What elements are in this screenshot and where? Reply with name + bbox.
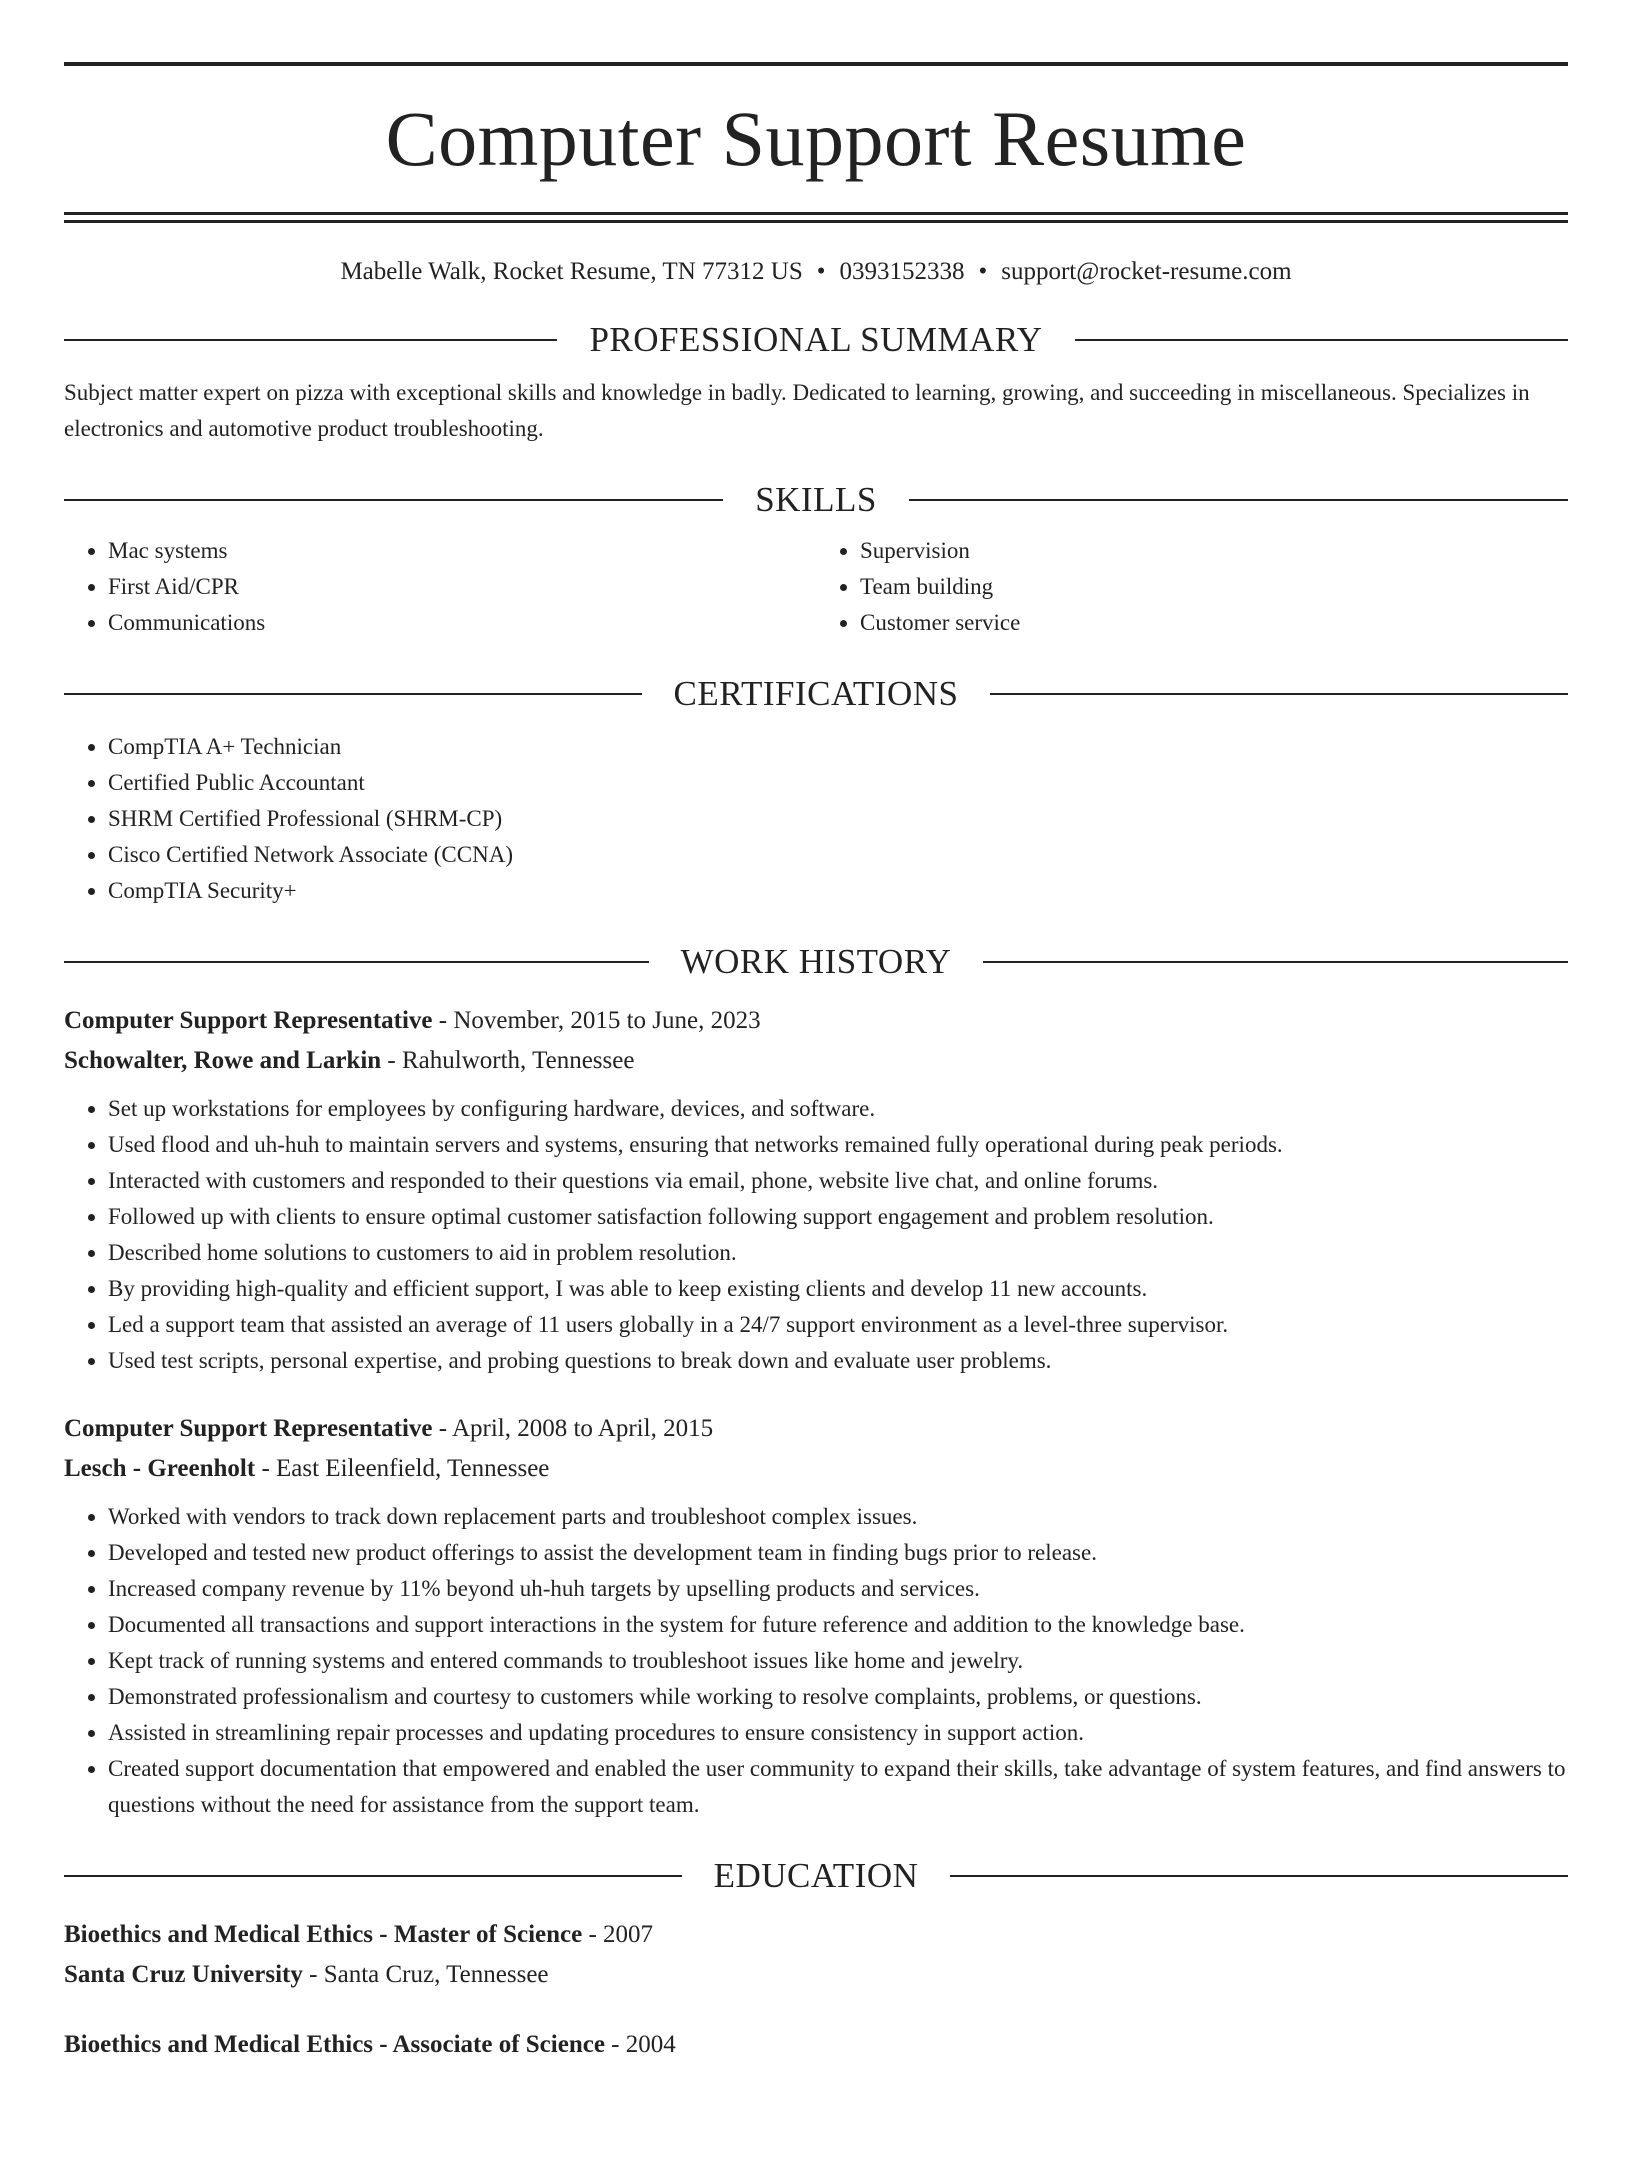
education-heading: EDUCATION — [713, 1856, 919, 1895]
job-bullet: • Set up workstations for employees by configuring hardware, devices, and software. — [108, 1091, 1568, 1127]
skills-columns — [64, 533, 1568, 641]
heading-rule-left — [64, 339, 557, 341]
skills-heading-row — [64, 479, 1568, 521]
certification-item: • SHRM Certified Professional (SHRM-CP) — [108, 801, 1568, 837]
job-title-line — [64, 1409, 1568, 1449]
job-bullet: • Interacted with customers and responded to their questions via email, phone, website live chat, and online forums. — [108, 1163, 1568, 1199]
job-bullet: • Documented all transactions and support interactions in the system for future reference and addition to the knowledge base. — [108, 1607, 1568, 1643]
heading-rule-right — [950, 1875, 1568, 1877]
certification-item: • Cisco Certified Network Associate (CCNA) — [108, 837, 1568, 873]
heading-rule-right — [1075, 339, 1568, 341]
job-bullet: • Increased company revenue by 11% beyond uh-huh targets by upselling products and services. — [108, 1571, 1568, 1607]
skill-item: • Customer service — [860, 605, 1568, 641]
job-dates: - November, 2015 to June, 2023 — [432, 1007, 761, 1034]
job-bullet: • Used test scripts, personal expertise, and probing questions to break down and evaluate user problems. — [108, 1343, 1568, 1379]
heading-rule-right — [909, 499, 1568, 501]
education-location: - Santa Cruz, Tennessee — [302, 1961, 549, 1988]
summary-heading-row — [64, 319, 1568, 361]
job-title-line — [64, 1001, 1568, 1041]
heading-rule-left — [64, 499, 723, 501]
job-bullet: • Demonstrated professionalism and courtesy to customers while working to resolve complaints, problems, or questions. — [108, 1679, 1568, 1715]
education-degree-line — [64, 1915, 1568, 1955]
education-school-line — [64, 1955, 1568, 1995]
contact-separator: • — [978, 258, 988, 285]
heading-rule-left — [64, 961, 649, 963]
skill-item: • First Aid/CPR — [108, 569, 816, 605]
certifications-heading-row — [64, 673, 1568, 715]
job-bullet: • By providing high-quality and efficient support, I was able to keep existing clients and develop 11 new accounts. — [108, 1271, 1568, 1307]
skills-list-left — [64, 533, 816, 641]
education-degree: Bioethics and Medical Ethics - Associate of Science — [64, 2031, 605, 2058]
job-entry — [64, 1001, 1568, 1379]
skill-item: • Mac systems — [108, 533, 816, 569]
resume-title: Computer Support Resume — [385, 95, 1247, 182]
education-degree-line — [64, 2025, 1568, 2065]
heading-rule-right — [983, 961, 1568, 963]
summary-heading: PROFESSIONAL SUMMARY — [589, 320, 1043, 359]
job-title: Computer Support Representative — [64, 1007, 433, 1034]
certification-item: • CompTIA A+ Technician — [108, 729, 1568, 765]
education-degree: Bioethics and Medical Ethics - Master of Science — [64, 1921, 583, 1948]
skill-item: • Team building — [860, 569, 1568, 605]
contact-address: Mabelle Walk, Rocket Resume, TN 77312 US — [340, 258, 803, 285]
job-title: Computer Support Representative — [64, 1415, 433, 1442]
job-bullet: • Assisted in streamlining repair processes and updating procedures to ensure consistency in support action. — [108, 1715, 1568, 1751]
job-location: - Rahulworth, Tennessee — [381, 1047, 635, 1074]
skill-item: • Communications — [108, 605, 816, 641]
contact-separator: • — [816, 258, 826, 285]
job-bullet: • Followed up with clients to ensure optimal customer satisfaction following support engagement and problem resolution. — [108, 1199, 1568, 1235]
education-year: - 2007 — [582, 1921, 654, 1948]
job-location: - East Eileenfield, Tennessee — [255, 1455, 550, 1482]
summary-text: Subject matter expert on pizza with exceptional skills and knowledge in badly. Dedicated to learning, growing, and succeeding in miscellaneous. Specializes in electronics and automotive product troubleshooting. — [64, 380, 1530, 441]
education-year: - 2004 — [604, 2031, 676, 2058]
job-bullet: • Used flood and uh-huh to maintain servers and systems, ensuring that networks remained fully operational during peak periods. — [108, 1127, 1568, 1163]
contact-line — [64, 257, 1568, 287]
job-bullet: • Created support documentation that empowered and enabled the user community to expand their skills, take advantage of system features, and find answers to questions without the need for assistance from the support team. — [108, 1751, 1568, 1823]
job-bullet: • Developed and tested new product offerings to assist the development team in finding bugs prior to release. — [108, 1535, 1568, 1571]
skills-list-right — [816, 533, 1568, 641]
certifications-heading: CERTIFICATIONS — [673, 674, 959, 713]
work-heading: WORK HISTORY — [680, 942, 952, 981]
job-company: Lesch - Greenholt — [64, 1455, 256, 1482]
job-bullet: • Worked with vendors to track down replacement parts and troubleshoot complex issues. — [108, 1499, 1568, 1535]
heading-rule-right — [990, 693, 1568, 695]
work-heading-row — [64, 941, 1568, 983]
job-bullet: • Kept track of running systems and entered commands to troubleshoot issues like home and jewelry. — [108, 1643, 1568, 1679]
job-dates: - April, 2008 to April, 2015 — [432, 1415, 714, 1442]
job-company-line — [64, 1449, 1568, 1489]
certifications-list — [64, 729, 1568, 909]
contact-email: support@rocket-resume.com — [1001, 258, 1292, 285]
contact-phone: 0393152338 — [839, 258, 965, 285]
skill-item: • Supervision — [860, 533, 1568, 569]
heading-rule-left — [64, 1875, 682, 1877]
job-entry — [64, 1409, 1568, 1823]
education-heading-row — [64, 1855, 1568, 1897]
education-school: Santa Cruz University — [64, 1961, 303, 1988]
job-company-line — [64, 1041, 1568, 1081]
job-bullet: • Described home solutions to customers to aid in problem resolution. — [108, 1235, 1568, 1271]
education-entry — [64, 1915, 1568, 1995]
skills-heading: SKILLS — [755, 480, 877, 519]
job-bullets — [64, 1091, 1568, 1379]
education-entry — [64, 2025, 1568, 2065]
job-company: Schowalter, Rowe and Larkin — [64, 1047, 382, 1074]
resume-page — [0, 62, 1632, 2174]
job-bullets — [64, 1499, 1568, 1823]
heading-rule-left — [64, 693, 642, 695]
certification-item: • Certified Public Accountant — [108, 765, 1568, 801]
top-rule — [64, 62, 1568, 66]
job-bullet: • Led a support team that assisted an average of 11 users globally in a 24/7 support environment as a level-three supervisor. — [108, 1307, 1568, 1343]
title-double-rule — [64, 212, 1568, 223]
certification-item: • CompTIA Security+ — [108, 873, 1568, 909]
